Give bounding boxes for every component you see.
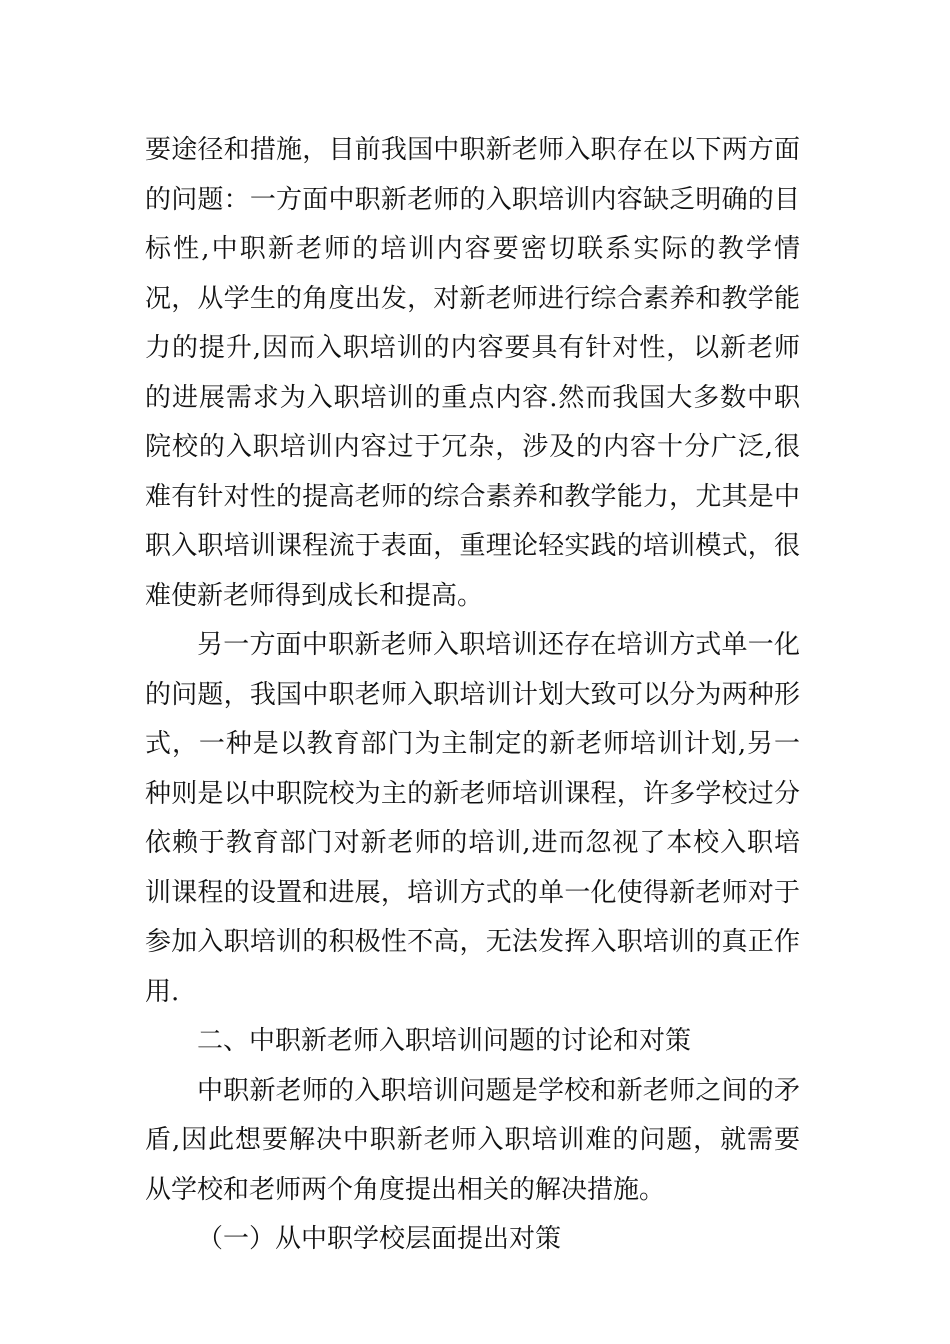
subsection-heading: （一）从中职学校层面提出对策 — [197, 1224, 562, 1254]
paragraph-continued: 要途径和措施，目前我国中职新老师入职存在以下两方面的问题：一方面中职新老师的入职培训内容缺乏明确的目标性,中职新老师的培训内容要密切联系实际的教学情况，从学生的角度出发，对新老师进行综合素养和教学能力的提升,因而入职培训的内容要具有针对性，以新老师的进展需求为入职培训的重点内容.然而我国大多数中职院校的入职培训内容过于冗杂，涉及的内容十分广泛,很难有针对性的提高老师的综合素养和教学能力，尤其是中职入职培训课程流于表面，重理论轻实践的培训模式，很难使新老师得到成长和提高。 — [145, 135, 800, 611]
document-body — [145, 126, 800, 1265]
paragraph-training-methods: 另一方面中职新老师入职培训还存在培训方式单一化的问题，我国中职老师入职培训计划大致可以分为两种形式，一种是以教育部门为主制定的新老师培训计划,另一种则是以中职院校为主的新老师培训课程，许多学校过分依赖于教育部门对新老师的培训,进而忽视了本校入职培训课程的设置和进展，培训方式的单一化使得新老师对于参加入职培训的积极性不高，无法发挥入职培训的真正作用. — [145, 630, 800, 1007]
paragraph-contradiction: 中职新老师的入职培训问题是学校和新老师之间的矛盾,因此想要解决中职新老师入职培训难的问题，就需要从学校和老师两个角度提出相关的解决措施。 — [145, 1075, 800, 1205]
section-heading: 二、中职新老师入职培训问题的讨论和对策 — [197, 1026, 692, 1056]
